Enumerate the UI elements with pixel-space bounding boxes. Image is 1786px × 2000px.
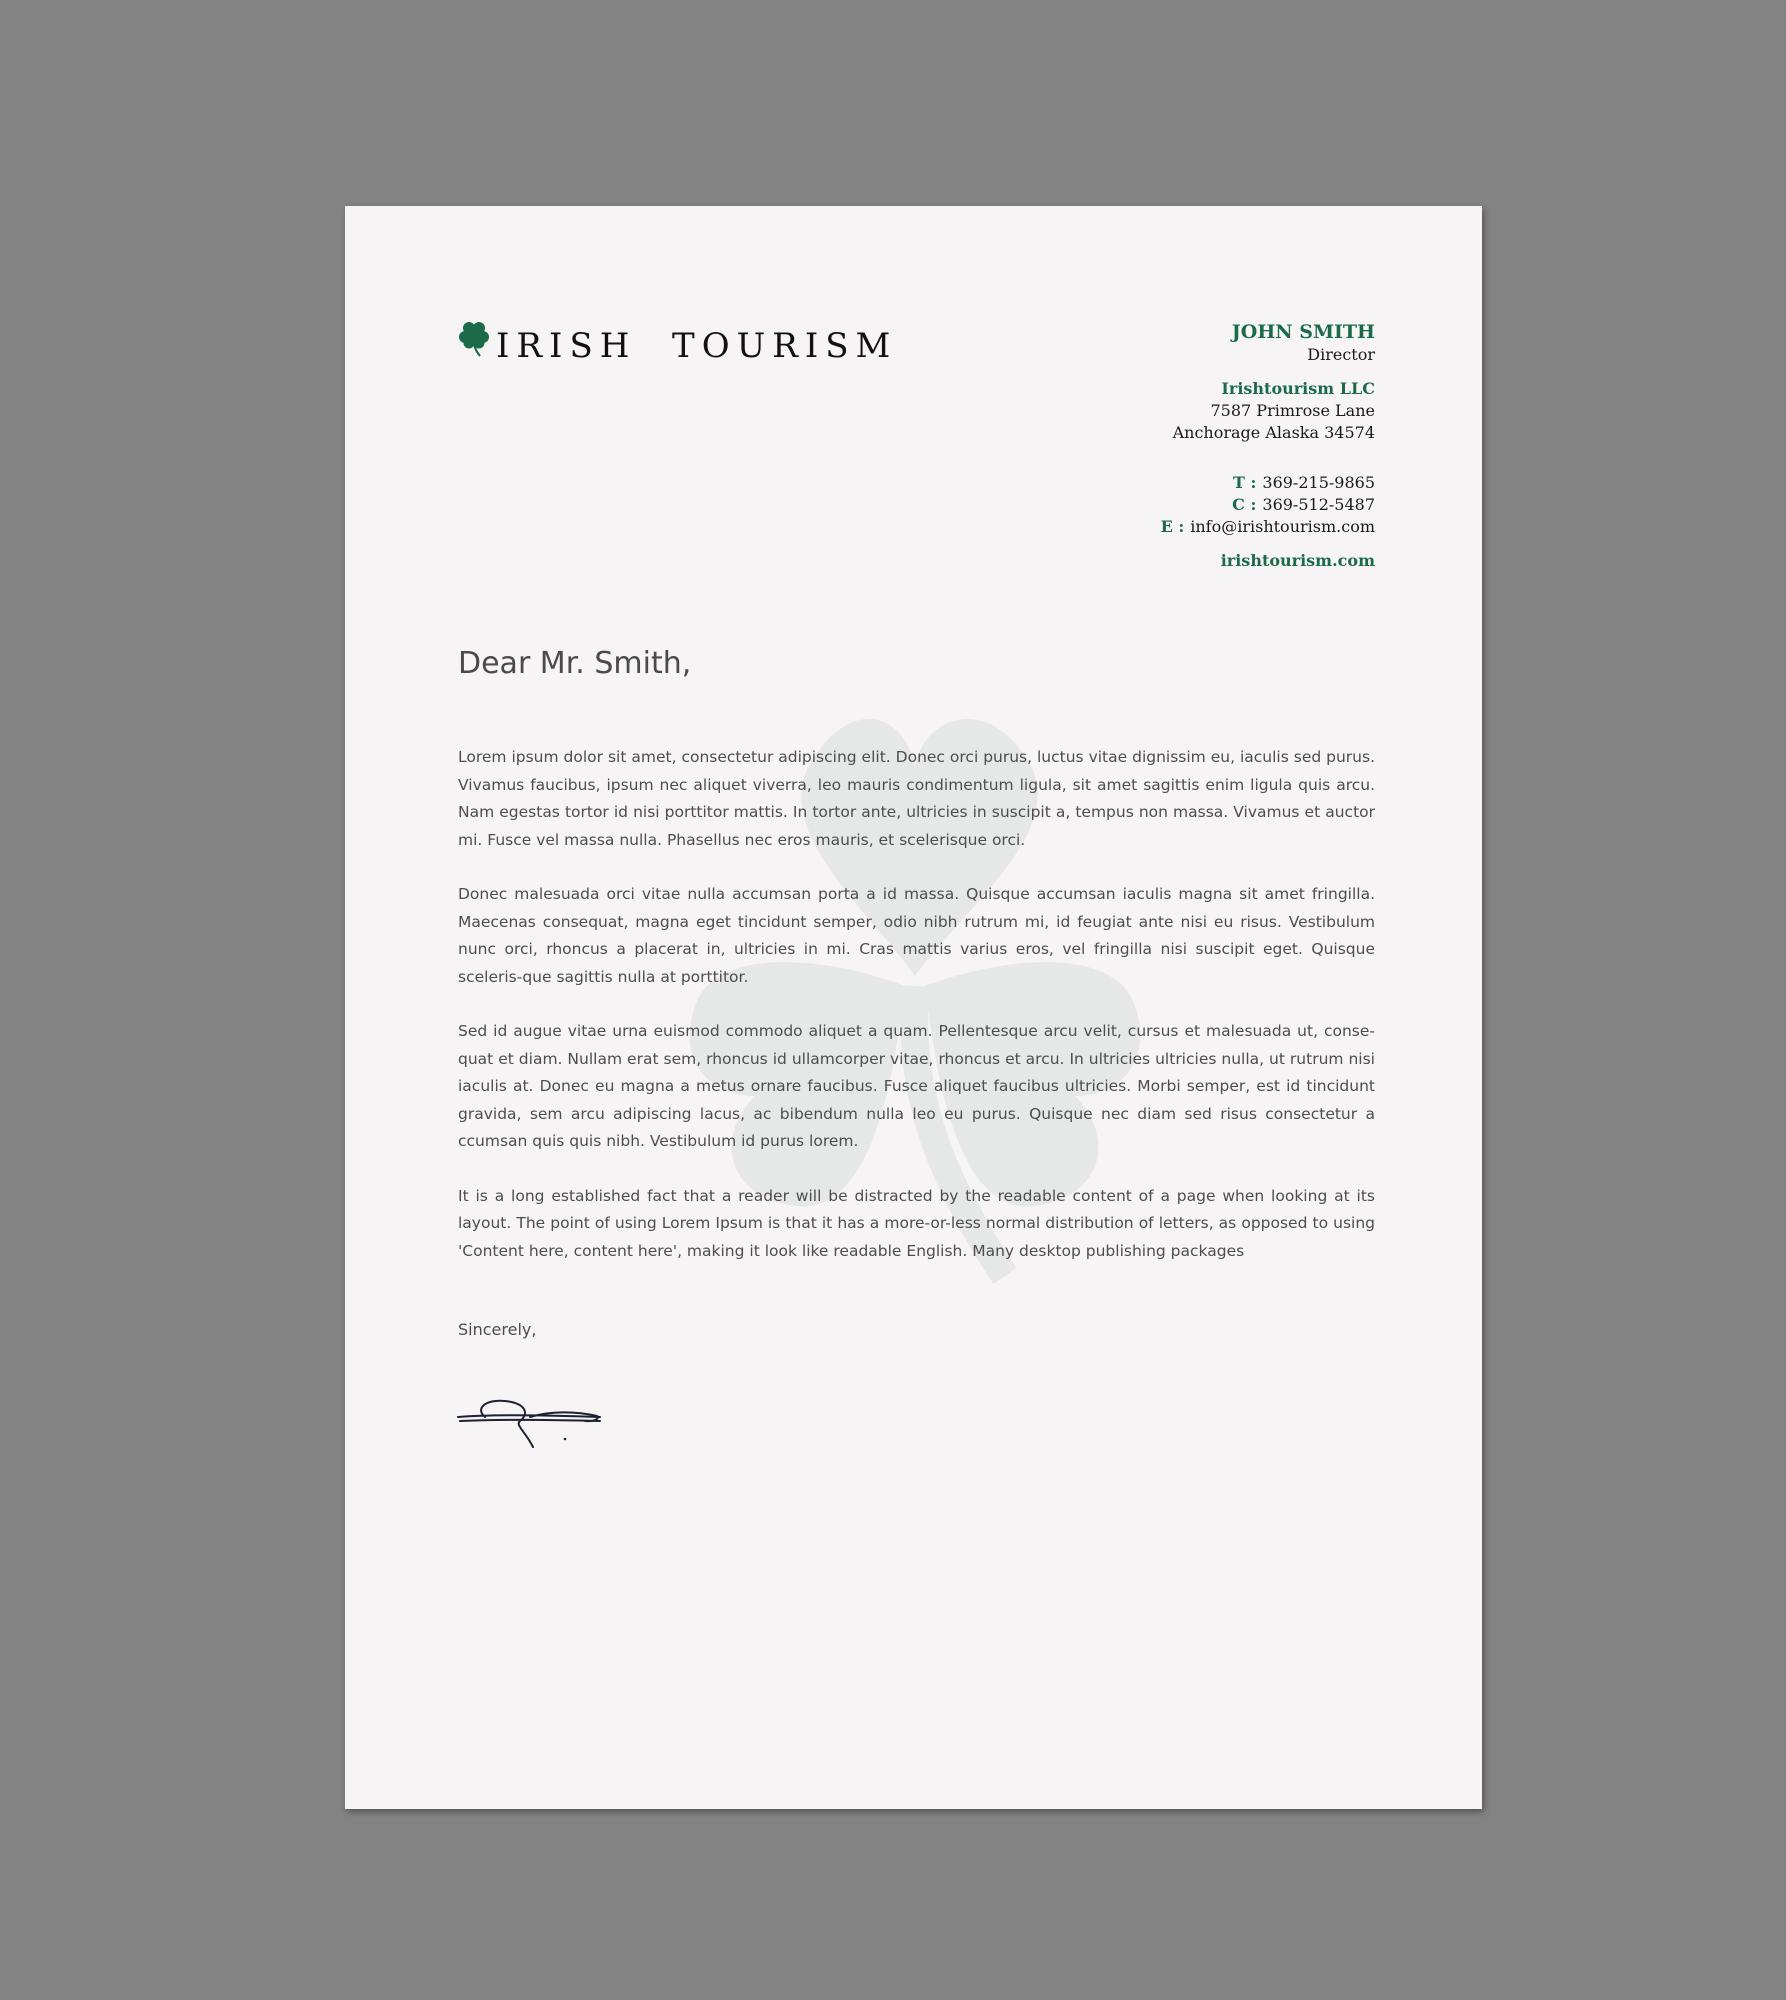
email-value[interactable]: info@irishtourism.com	[1190, 517, 1375, 536]
company-name: Irishtourism LLC	[1221, 379, 1375, 398]
signature-image	[455, 1381, 605, 1451]
brand-wordmark: IRISH TOURISM	[496, 326, 898, 366]
letter-body	[458, 744, 1375, 1292]
address-line-2: Anchorage Alaska 34574	[1172, 423, 1375, 442]
letter-closing: Sincerely,	[458, 1320, 537, 1339]
contact-block	[1161, 320, 1375, 572]
contact-title: Director	[1307, 345, 1375, 364]
phone-row	[1161, 472, 1375, 494]
cell-label: C :	[1232, 495, 1257, 514]
letter-paragraph: Lorem ipsum dolor sit amet, consectetur adipiscing elit. Donec orci purus, luctus vitae dignissim eu, iaculis sed purus. Vivamus faucibus, ipsum nec aliquet viverra, leo mauris condimentum ligula, sit amet sagittis enim ligula quis arcu. Nam egestas tortor id nisi porttitor mattis. In tortor ante, ultricies in suscipit a, tempus non massa. Vivamus et auctor mi. Fusce vel massa nulla. Phasellus nec eros mauris, et scelerisque orci.	[458, 748, 1375, 849]
shamrock-icon	[458, 320, 490, 358]
brand-logo	[458, 316, 897, 376]
letterhead-page	[345, 206, 1482, 1809]
cell-value: 369-512-5487	[1262, 495, 1375, 514]
cell-row	[1161, 494, 1375, 516]
letter-paragraph: Sed id augue vitae urna euismod commodo aliquet a quam. Pellentesque arcu velit, cursus et malesuada ut, conse-quat et diam. Nullam erat sem, rhoncus id ullamcorper vitae, rhoncus et arcu. In ultricies ultricies nulla, ut rutrum nisi iaculis at. Donec eu magna a metus ornare faucibus. Fusce aliquet faucibus ultricies. Morbi semper, est id tincidunt gravida, sem arcu adipiscing lacus, ac bibendum nulla leo eu purus. Quisque nec diam sed risus consectetur a ccumsan quis quis nibh. Vestibulum id purus lorem.	[458, 1022, 1375, 1150]
phone-value: 369-215-9865	[1262, 473, 1375, 492]
phone-label: T :	[1233, 473, 1257, 492]
letter-salutation: Dear Mr. Smith,	[458, 646, 692, 681]
contact-name: JOHN SMITH	[1231, 321, 1375, 343]
address-line-1: 7587 Primrose Lane	[1210, 401, 1375, 420]
website-link[interactable]: irishtourism.com	[1220, 551, 1375, 570]
email-row	[1161, 516, 1375, 538]
email-label: E :	[1160, 517, 1185, 536]
letter-paragraph: Donec malesuada orci vitae nulla accumsan porta a id massa. Quisque accumsan iaculis magna sit amet fringilla. Maecenas consequat, magna eget tincidunt semper, odio nibh rutrum mi, id feugiat ante nisi eu risus. Vestibulum nunc orci, rhoncus a placerat in, ultricies in mi. Cras mattis varius eros, vel fringilla nisi suscipit eget. Quisque sceleris-que sagittis nulla at porttitor.	[458, 885, 1375, 986]
letter-paragraph: It is a long established fact that a reader will be distracted by the readable content of a page when looking at its layout. The point of using Lorem Ipsum is that it has a more-or-less normal distribution of letters, as opposed to using 'Content here, content here', making it look like readable English. Many desktop publishing packages	[458, 1186, 1375, 1260]
